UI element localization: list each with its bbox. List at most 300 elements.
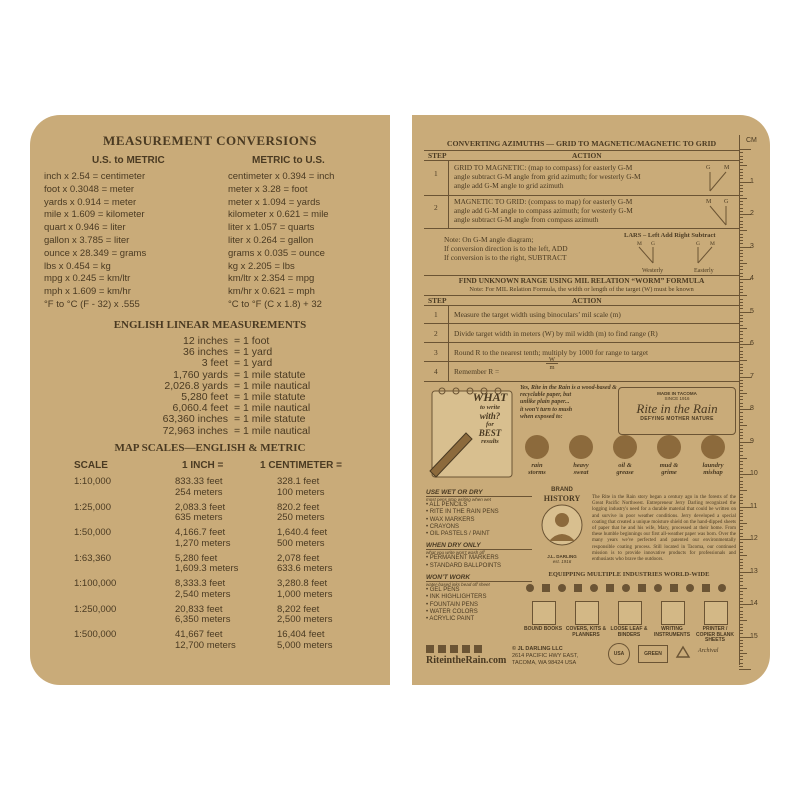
condition-label-2: storms (528, 469, 546, 476)
ruler-tick (739, 224, 743, 225)
ruler-tick (739, 263, 747, 264)
metric-to-us-row: kg x 2.205 = lbs (228, 260, 295, 272)
ruler-tick (739, 185, 743, 186)
product-label: BOUND BOOKS (523, 626, 563, 632)
condition-item (516, 433, 558, 485)
ruler-tick (739, 432, 743, 433)
range-step-num: 3 (434, 348, 438, 357)
intro-line-1: Yes, Rite in the Rain is a wood-based & (520, 385, 617, 391)
range-action-head: ACTION (572, 296, 602, 305)
condition-label-1: laundry (702, 462, 724, 469)
company-name: © JL DARLING LLC (512, 646, 563, 652)
english-linear-amount: 2,026.8 yards (164, 379, 228, 392)
ruler-tick (739, 614, 743, 615)
ruler-tick (739, 201, 743, 202)
ruler-number: 7 (750, 372, 754, 380)
intro-line-2: recyclable paper, but (520, 392, 572, 399)
range-step-num: 4 (434, 367, 438, 376)
english-linear-list (30, 336, 390, 446)
range-step-head: STEP (428, 296, 447, 305)
ruler-tick (739, 221, 743, 222)
ruler-tick (739, 438, 743, 439)
gm-note-line-3: If conversion is to the right, SUBTRACT (444, 253, 567, 262)
azimuth-head-line (424, 160, 739, 161)
ruler-tick (739, 578, 743, 579)
ruler-tick (739, 624, 743, 625)
english-linear-amount: 12 inches (183, 335, 228, 347)
map-cm-meters: 5,000 meters (277, 639, 333, 651)
map-scales-header (30, 460, 390, 472)
ruler-tick (739, 487, 743, 488)
ruler-tick (739, 513, 743, 514)
ruler-tick (739, 299, 743, 300)
ruler-tick (739, 533, 743, 534)
map-cm-feet: 328.1 feet (277, 476, 320, 487)
gm-diagram-1-m: M (724, 165, 730, 171)
west-m: M (637, 241, 642, 247)
az-step-2-text (454, 197, 633, 224)
ruler-tick (739, 497, 743, 498)
us-to-metric-row: ounce x 28.349 = grams (44, 247, 147, 259)
us-to-metric-row: inch x 2.54 = centimeter (44, 171, 146, 182)
az-step-1-num: 1 (434, 169, 438, 178)
ruler-number: 9 (750, 437, 754, 445)
ruler-tick (739, 393, 747, 394)
ruler-tick (739, 416, 743, 417)
company-address (512, 646, 578, 667)
product-item (651, 599, 693, 643)
range-row-line (424, 323, 739, 324)
ruler-tick (739, 617, 743, 618)
condition-label-2: grease (616, 469, 634, 476)
condition-icon (569, 435, 593, 459)
azimuth-action-head: ACTION (572, 151, 602, 160)
measurement-conversions-title: MEASUREMENT CONVERSIONS (103, 133, 317, 148)
english-linear-equals: = 1 mile statute (234, 391, 306, 403)
metric-to-us-row: liter x 0.264 = gallon (228, 234, 314, 246)
map-scale-ratio: 1:500,000 (74, 629, 117, 640)
ruler-tick (739, 266, 743, 267)
ruler-tick (739, 646, 743, 647)
industries-icons-row (522, 581, 736, 595)
ruler-tick (739, 399, 743, 400)
english-linear-equals: = 1 yard (234, 357, 273, 370)
ruler-tick (739, 240, 743, 241)
easterly-label: Easterly (694, 268, 714, 274)
what-word: WHAT (472, 390, 508, 404)
ruler-tick (739, 292, 743, 293)
map-scale-row (30, 579, 390, 601)
map-cm-meters: 633.6 meters (277, 563, 333, 574)
product-icon (704, 601, 728, 625)
map-cm-feet: 8,202 feet (277, 603, 320, 615)
metric-to-us-row: km/ltr x 2.354 = mpg (228, 273, 315, 285)
english-linear-equals: = 1 mile nautical (234, 424, 311, 437)
ruler-tick (739, 159, 743, 160)
ruler-tick (739, 611, 743, 612)
formula-denominator: m (549, 364, 555, 371)
ruler-tick (739, 520, 743, 521)
archival-badge: Archival (698, 648, 719, 654)
ruler-tick (739, 640, 743, 641)
map-scale-ratio: 1:25,000 (74, 501, 111, 513)
map-scale-ratio: 1:250,000 (74, 603, 117, 615)
ruler-tick (739, 217, 743, 218)
english-linear-amount: 6,060.4 feet (172, 402, 228, 415)
map-inch-meters: 2,540 meters (175, 588, 231, 600)
english-linear-equals: = 1 mile nautical (234, 402, 311, 415)
map-inch-feet: 833.33 feet (175, 476, 223, 487)
condition-item (648, 433, 690, 485)
range-row-line (424, 361, 739, 362)
ruler-tick (739, 477, 743, 478)
map-cm-feet: 16,404 feet (277, 629, 325, 640)
ruler-tick (739, 422, 743, 423)
ruler-number: 12 (750, 535, 758, 542)
map-cm-meters: 2,500 meters (277, 614, 333, 625)
ruler-tick (739, 445, 743, 446)
condition-icon (525, 435, 549, 459)
map-inch-feet: 2,083.3 feet (175, 501, 226, 513)
ruler-number: 8 (750, 405, 754, 412)
ruler-tick (739, 256, 743, 257)
ruler-tick (739, 591, 743, 592)
condition-icon (657, 435, 681, 459)
use-wet-or-dry-heading: USE WET OR DRY (426, 489, 532, 497)
ruler-tick (739, 581, 743, 582)
ruler-tick (739, 559, 743, 560)
ruler-tick (739, 481, 743, 482)
metric-to-us-row: km/hr x 0.621 = mph (228, 286, 315, 298)
ruler-tick (739, 396, 743, 397)
metric-to-us-row: meter x 1.094 = yards (228, 196, 321, 208)
left-notebook-page (30, 115, 390, 685)
pen-list-item: • STANDARD BALLPOINTS (426, 562, 502, 569)
pen-list-item: • RITE IN THE RAIN PENS (426, 509, 499, 516)
lars-mnemonic: LARS – Left Add Right Subtract (624, 232, 716, 239)
conditions-row (516, 433, 738, 485)
product-label: COVERS, KITS & PLANNERS (565, 626, 607, 638)
ruler-tick (739, 448, 743, 449)
westerly-easterly-diagram-icon (634, 239, 734, 275)
map-scale-ratio: 1:10,000 (74, 476, 111, 487)
social-media-icon (426, 645, 496, 654)
pen-list-item: • CRAYONS (426, 523, 459, 530)
us-to-metric-row: mile x 1.609 = kilometer (44, 209, 145, 221)
metric-to-us-row: centimeter x 0.394 = inch (228, 171, 335, 182)
use-wet-subtitle: most pens stop writing when wet (426, 497, 492, 502)
map-cm-meters: 500 meters (277, 537, 325, 549)
ruler-tick (739, 289, 743, 290)
ruler-tick (739, 412, 743, 413)
map-scale-ratio: 1:63,360 (74, 552, 111, 564)
website-url[interactable]: RiteintheRain.com (426, 655, 507, 666)
map-scales-table (30, 477, 390, 677)
ruler-tick (739, 211, 743, 212)
ruler-tick (739, 542, 743, 543)
condition-item (560, 433, 602, 485)
map-cm-meters: 1,000 meters (277, 588, 333, 600)
brand-history-badge (532, 487, 592, 564)
az-row-line-1 (424, 195, 739, 196)
founder-portrait-icon (537, 503, 587, 549)
for-word: for (486, 421, 494, 428)
founder-name: J.L. DARLING (547, 554, 577, 559)
condition-item (604, 433, 646, 485)
english-linear-equals: = 1 mile statute (234, 368, 306, 381)
map-inch-feet: 20,833 feet (175, 603, 223, 615)
map-cm-feet: 1,640.4 feet (277, 527, 328, 538)
ruler-tick (739, 282, 743, 283)
gm-note-line-2: If conversion direction is to the left, ADD (444, 244, 568, 253)
writing-compatibility (426, 489, 532, 624)
ruler-tick (739, 471, 743, 472)
us-to-metric-row: mph x 1.609 = km/hr (44, 286, 131, 298)
map-inch-meters: 1,270 meters (175, 537, 231, 549)
ruler-tick (739, 461, 743, 462)
map-scale-row (30, 630, 390, 652)
ruler-tick (739, 451, 743, 452)
english-linear-amount: 72,963 inches (162, 424, 228, 437)
az-step-1-line-3: angle add G-M angle to grid azimuth (454, 181, 564, 190)
gm-note-line-1: Note: On G-M angle diagram; (444, 235, 534, 244)
recycle-icon (674, 645, 692, 663)
ruler-number: 5 (750, 307, 754, 315)
azimuth-col-divider (448, 160, 449, 228)
ruler-tick (739, 198, 747, 199)
ruler-label: CM (746, 137, 757, 144)
map-inch-meters: 254 meters (175, 486, 223, 498)
condition-label-2: sweat (573, 469, 589, 476)
ruler-number: 2 (750, 210, 754, 217)
map-inch-feet: 41,667 feet (175, 629, 223, 640)
ruler-tick (739, 403, 743, 404)
ruler-tick (739, 484, 743, 485)
english-linear-equals: = 1 mile statute (234, 413, 306, 426)
address-line-2: TACOMA, WA 98424 USA (512, 660, 577, 666)
range-formula-note: Note: For MIL Relation Formula, the width or length of the target (W) must be known (469, 286, 694, 293)
ruler-tick (739, 575, 743, 576)
ruler-tick (739, 178, 743, 179)
condition-icon (701, 435, 725, 459)
map-scale-ratio: 1:50,000 (74, 527, 111, 538)
gm-diagram-2-icon (702, 195, 736, 229)
ruler-tick (739, 455, 743, 456)
ruler-tick (739, 598, 743, 599)
right-notebook-page (412, 115, 770, 685)
ruler-number: 13 (750, 567, 758, 575)
gm-diagram-2-m: M (706, 199, 712, 205)
ruler-number: 3 (750, 242, 754, 250)
range-step-text: Round R to the nearest tenth; multiply by 1000 for range to target (454, 348, 649, 357)
azimuth-title: CONVERTING AZIMUTHS — GRID TO MAGNETIC/MAGNETIC TO GRID (446, 139, 717, 148)
english-linear-amount: 63,360 inches (162, 413, 228, 426)
ruler-tick (739, 552, 743, 553)
wont-work-list (426, 587, 532, 623)
certification-badges (608, 643, 738, 665)
pen-list-item: • WAX MARKERS (426, 516, 475, 523)
metric-to-us-row: liter x 1.057 = quarts (228, 222, 315, 234)
product-label: WRITING INSTRUMENTS (653, 626, 691, 638)
map-cm-feet: 2,078 feet (277, 552, 320, 564)
ruler-tick (739, 607, 743, 608)
condition-icon (613, 435, 637, 459)
pen-list-item: • GEL PENS (426, 587, 460, 594)
product-label: PRINTER / COPIER BLANK SHEETS (695, 626, 735, 643)
wont-work-heading: WON’T WORK (426, 574, 532, 582)
intro-line-5: when exposed to: (520, 413, 563, 420)
range-formula-title: FIND UNKNOWN RANGE USING MIL RELATION “WORM” FORMULA (458, 276, 705, 285)
condition-label-1: mud & (659, 462, 679, 469)
ruler-tick (739, 666, 743, 667)
use-wet-list (426, 502, 532, 538)
ruler-tick (739, 656, 743, 657)
ruler-tick (739, 529, 743, 530)
pen-list-item: • ALL PENCILS (426, 502, 468, 508)
az-step-2-line-2: angle add G-M angle to compass azimuth; for westerly G-M (454, 206, 633, 215)
az-step-2-line-1: MAGNETIC TO GRID: (compass to map) for easterly G-M (454, 197, 633, 206)
ruler-tick (739, 468, 743, 469)
range-step-num: 1 (434, 310, 438, 319)
ruler-tick (739, 429, 743, 430)
english-linear-amount: 1,760 yards (173, 368, 228, 381)
ruler-tick (739, 490, 747, 491)
ruler-tick (739, 585, 743, 586)
az-step-2-line-3: angle subtract G-M angle from compass azimuth (454, 215, 599, 224)
az-step-1-text (454, 163, 641, 190)
formula-numerator: W (546, 356, 558, 364)
condition-label-1: oil & (618, 462, 632, 469)
condition-label-1: rain (531, 462, 543, 469)
green-badge: GREEN (638, 645, 668, 663)
brand-made-in: MADE IN TACOMA (657, 391, 697, 396)
english-linear-title: ENGLISH LINEAR MEASUREMENTS (113, 319, 307, 331)
english-linear-amount: 3 feet (201, 357, 228, 370)
ruler-tick (739, 208, 743, 209)
founder-year: est. 1916 (552, 559, 572, 564)
what-to-write-text (460, 391, 520, 445)
ruler-tick (739, 562, 743, 563)
english-linear-equals: = 1 mile nautical (234, 379, 311, 392)
made-in-usa-badge: USA (608, 643, 630, 665)
product-icon (532, 601, 556, 625)
brand-logo (618, 387, 736, 435)
when-dry-only-heading: WHEN DRY ONLY (426, 542, 532, 550)
westerly-label: Westerly (642, 268, 664, 274)
ruler-tick (739, 555, 747, 556)
pen-list-item: • FOUNTAIN PENS (426, 601, 478, 608)
ruler-tick (739, 250, 743, 251)
ruler-tick (739, 273, 743, 274)
ruler-tick (739, 536, 743, 537)
metric-to-us-row: grams x 0.035 = ounce (228, 247, 325, 259)
results-word: results (481, 438, 499, 445)
ruler-tick (739, 175, 743, 176)
ruler-tick (739, 149, 751, 150)
metric-to-us-list (228, 171, 334, 312)
ruler-tick (739, 601, 743, 602)
ruler-tick (739, 425, 747, 426)
map-head-scale: SCALE (74, 460, 108, 471)
ruler-tick (739, 227, 743, 228)
ruler-tick (739, 386, 743, 387)
range-bottom-line (424, 381, 739, 382)
ruler-tick (739, 620, 747, 621)
ruler-tick (739, 188, 743, 189)
intro-line-3: unlike plain paper... (520, 399, 570, 406)
ruler-tick (739, 230, 747, 231)
ruler-tick (739, 286, 743, 287)
map-cm-feet: 820.2 feet (277, 501, 320, 513)
brand-story: The Rite in the Rain story began a century ago in the forests of the Great Pacific Northwest. Entrepreneur Jerry Darling recognized the logging industry's need for a durable material that could be written on and survive in poor weather conditions. Jerry developed a special coating that created a unique moisture shield on the hand-dipped sheets of paper that he and his wife, Mary, processed at their home. From these humble beginnings our first all-weather paper was born. Over the many years we've perfected and patented our environmentally responsible coating process. Still located in Tacoma, our continued mission is to provide innovative products for professionals and enthusiasts who brave the outdoors. (592, 495, 736, 563)
brand-history-word-1: BRAND (551, 487, 573, 493)
formula-fraction (546, 356, 558, 371)
map-scales-title: MAP SCALES—ENGLISH & METRIC (114, 442, 306, 454)
map-inch-feet: 4,166.7 feet (175, 527, 226, 538)
english-linear-row (30, 370, 390, 381)
ruler-number: 15 (750, 632, 758, 640)
condition-item (692, 433, 734, 485)
product-label: LOOSE LEAF & BINDERS (610, 626, 648, 638)
ruler-tick (739, 204, 743, 205)
map-inch-meters: 6,350 meters (175, 614, 231, 625)
ruler-number: 11 (750, 502, 758, 510)
ruler-tick (739, 568, 743, 569)
range-step-text: Remember R = (454, 367, 500, 376)
ruler-tick (739, 276, 743, 277)
english-linear-equals: = 1 yard (234, 346, 273, 359)
ruler-tick (739, 627, 743, 628)
ruler-number: 10 (750, 470, 758, 477)
ruler-tick (739, 503, 743, 504)
gm-note (444, 235, 568, 262)
english-linear-row (30, 414, 390, 425)
us-to-metric-row: lbs x 0.454 = kg (44, 260, 111, 272)
gm-diagram-2-g: G (724, 199, 729, 205)
map-scale-row (30, 605, 390, 627)
ruler-tick (739, 633, 743, 634)
brand-name: Rite in the Rain (636, 401, 718, 416)
range-step-num: 2 (434, 329, 438, 338)
ruler-tick (739, 269, 743, 270)
ruler-tick (739, 526, 743, 527)
ruler-tick (739, 406, 743, 407)
industries-title: EQUIPPING MULTIPLE INDUSTRIES WORLD-WIDE (548, 571, 710, 578)
us-to-metric-heading: U.S. to METRIC (92, 155, 165, 166)
product-icon (575, 601, 599, 625)
ruler-tick (739, 669, 751, 670)
us-to-metric-row: gallon x 3.785 = liter (44, 234, 130, 246)
ruler-tick (739, 237, 743, 238)
ruler-tick (739, 260, 743, 261)
range-step-text: Measure the target width using binoculars’ mil scale (m) (454, 310, 621, 319)
condition-label-2: mishap (703, 469, 723, 476)
ruler-tick (739, 172, 743, 173)
wont-work-subtitle: water-based inks bead off sheet (426, 582, 490, 588)
ruler-tick (739, 162, 743, 163)
english-linear-row (30, 426, 390, 437)
ruler-tick (739, 653, 747, 654)
map-inch-feet: 5,280 feet (175, 552, 218, 564)
us-to-metric-row: quart x 0.946 = liter (44, 222, 126, 234)
gm-diagram-1-icon (702, 161, 736, 195)
map-cm-feet: 3,280.8 feet (277, 578, 328, 589)
ruler-tick (739, 165, 747, 166)
map-inch-meters: 635 meters (175, 512, 223, 523)
pen-list-item: • WATER COLORS (426, 608, 478, 615)
ruler-tick (739, 435, 743, 436)
ruler-tick (739, 464, 743, 465)
